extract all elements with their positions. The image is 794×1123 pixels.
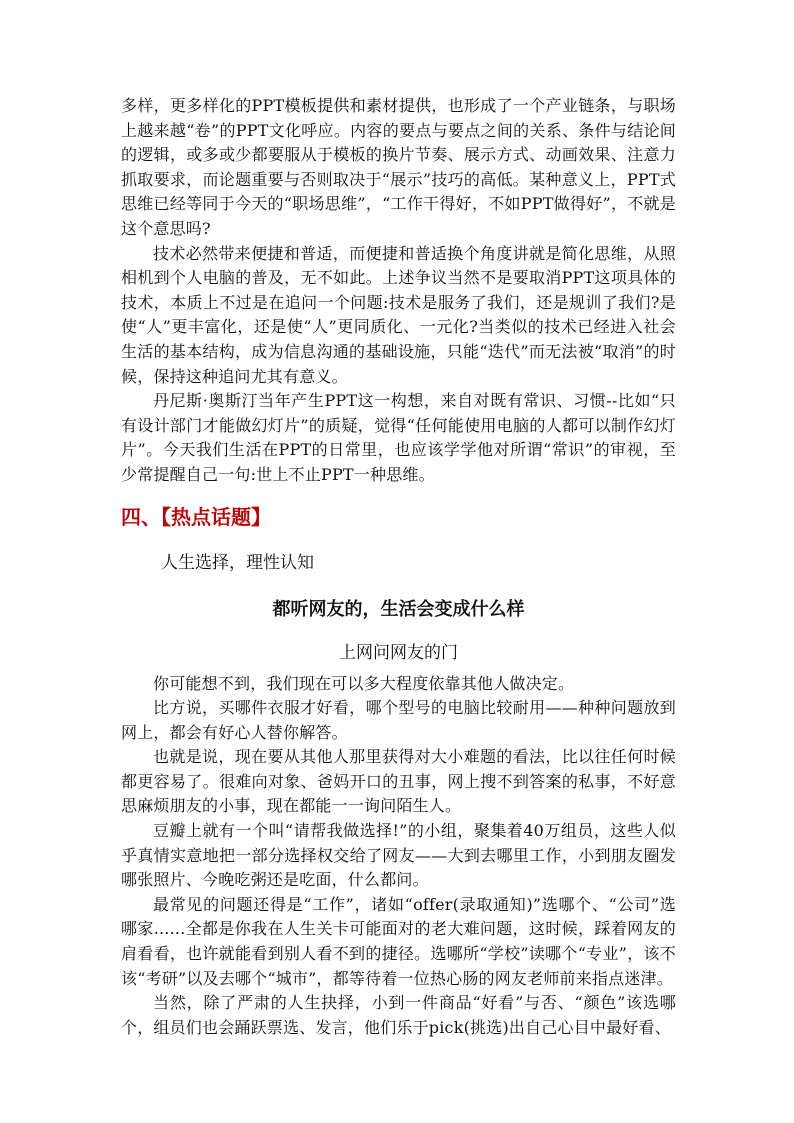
- document-page: [121, 94, 676, 1040]
- article-subtitle: 上网问网友的门: [339, 642, 458, 663]
- article-paragraph-6: 当然，除了严肃的人生抉择，小到一件商品“好看”与否、“颜色”该选哪个，组员们也会踊跃票选、发言，他们乐于pick(挑选)出自己心目中最好看、: [121, 993, 676, 1037]
- article-paragraph-1: 你可能想不到，我们现在可以多大程度依靠其他人做决定。: [153, 673, 575, 693]
- section-subtopic: 人生选择，理性认知: [161, 552, 314, 573]
- article-title: 都听网友的，生活会变成什么样: [272, 598, 525, 620]
- article-paragraph-5: 最常见的问题还得是“工作”，诸如“offer(录取通知)”选哪个、“公司”选哪家......全都是你我在人生关卡可能面对的老大难问题，这时候，踩着网友的肩看看，也许就能看到别人看不到的捷径。选哪所“学校”读哪个“专业”，该不该“考研”以及去哪个“城市”，都等待着一位热心肠的网友老师前来指点迷津。: [121, 894, 676, 988]
- section-heading: [121, 502, 676, 532]
- intro-paragraph-1: 多样，更多样化的PPT模板提供和素材提供，也形成了一个产业链条，与职场上越来越“卷”的PPT文化呼应。内容的要点与要点之间的关系、条件与结论间的逻辑，或多或少都要服从于模板的换片节奏、展示方式、动画效果、注意力抓取要求，而论题重要与否则取决于“展示”技巧的高低。某种意义上，PPT式思维已经等同于今天的“职场思维”，“工作干得好，不如PPT做得好”，不就是这个意思吗?: [121, 96, 676, 238]
- article-paragraph-2: 比方说，买哪件衣服才好看，哪个型号的电脑比较耐用——种种问题放到网上，都会有好心人替你解答。: [121, 698, 676, 742]
- section-number: 四、: [121, 504, 161, 529]
- intro-paragraph-2: 技术必然带来便捷和普适，而便捷和普适换个角度讲就是简化思维，从照相机到个人电脑的普及，无不如此。上述争议当然不是要取消PPT这项具体的技术，本质上不过是在追问一个问题:技术是服务了我们，还是规训了我们?是使“人”更丰富化，还是使“人”更同质化、一元化?当类似的技术已经进入社会生活的基本结构，成为信息沟通的基础设施，只能“迭代”而无法被“取消”的时候，保持这种追问尤其有意义。: [121, 243, 676, 386]
- intro-paragraph-3: 丹尼斯·奥斯汀当年产生PPT这一构想，来自对既有常识、习惯--比如“只有设计部门才能做幻灯片”的质疑，觉得“任何能使用电脑的人都可以制作幻灯片”。今天我们生活在PPT的日常里，也应该学学他对所谓“常识”的审视，至少常提醒自己一句:世上不止PPT一种思维。: [121, 391, 676, 484]
- article-paragraph-3: 也就是说，现在要从其他人那里获得对大小难题的看法，比以往任何时候都更容易了。很难向对象、爸妈开口的丑事，网上搜不到答案的私事，不好意思麻烦朋友的小事，现在都能一一询问陌生人。: [121, 747, 676, 816]
- section-title: 【热点话题】: [161, 504, 271, 529]
- article-paragraph-4: 豆瓣上就有一个叫“请帮我做选择!”的小组，聚集着40万组员，这些人似乎真情实意地把一部分选择权交给了网友——大到去哪里工作，小到朋友圈发哪张照片、今晚吃粥还是吃面，什么都问。: [121, 821, 676, 890]
